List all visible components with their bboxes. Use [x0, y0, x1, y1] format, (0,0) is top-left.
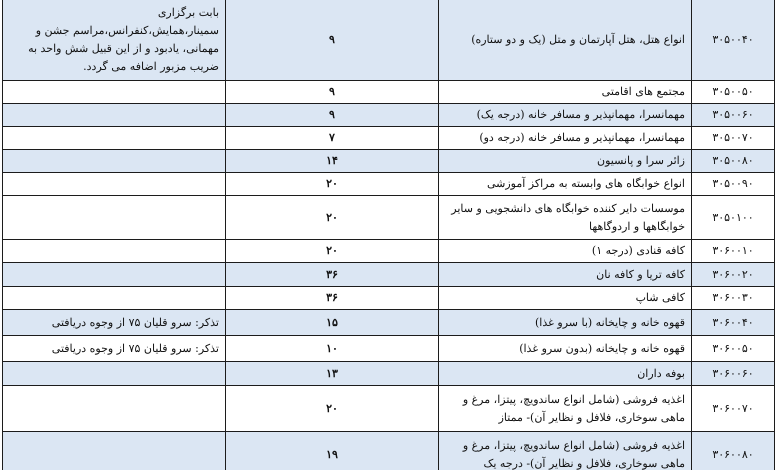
table-row	[3, 196, 775, 240]
note-cell	[3, 104, 226, 127]
activity-code-cell: ۳۰۶۰۰۳۰	[692, 287, 775, 310]
activity-code-cell: ۳۰۶۰۰۸۰	[692, 432, 775, 470]
rate-cell: ۱۴	[226, 150, 439, 173]
note-cell	[3, 150, 226, 173]
table-row	[3, 240, 775, 263]
activity-code-cell: ۳۰۵۰۰۸۰	[692, 150, 775, 173]
activity-code-cell: ۳۰۶۰۰۷۰	[692, 386, 775, 432]
note-cell: تذکر: سرو قلیان ۷۵ از وجوه دریافتی	[3, 310, 226, 336]
activity-title-cell: کافه قنادی (درجه ۱)	[439, 240, 692, 263]
rate-cell: ۱۰	[226, 336, 439, 362]
rate-cell: ۹	[226, 81, 439, 104]
activity-code-cell: ۳۰۶۰۰۶۰	[692, 362, 775, 386]
table-row	[3, 432, 775, 470]
note-cell	[3, 196, 226, 240]
rate-cell: ۲۰	[226, 240, 439, 263]
activity-code-cell: ۳۰۶۰۰۲۰	[692, 263, 775, 287]
activity-title-cell: اغذیه فروشی (شامل انواع ساندویچ، پیتزا، مرغ و ماهی سوخاری، فلافل و نظایر آن)- درجه یک	[439, 432, 692, 470]
rate-cell: ۱۵	[226, 310, 439, 336]
activity-title-cell: قهوه خانه و چایخانه (بدون سرو غذا)	[439, 336, 692, 362]
activity-title-cell: مجتمع های اقامتی	[439, 81, 692, 104]
activity-title-cell: کافه تریا و کافه نان	[439, 263, 692, 287]
tariff-table-body	[3, 0, 775, 470]
rate-cell: ۱۹	[226, 432, 439, 470]
activity-title-cell: کافی شاپ	[439, 287, 692, 310]
activity-title-cell: قهوه خانه و چایخانه (با سرو غذا)	[439, 310, 692, 336]
activity-code-cell: ۳۰۶۰۰۴۰	[692, 310, 775, 336]
table-row	[3, 150, 775, 173]
table-row	[3, 0, 775, 81]
activity-code-cell: ۳۰۵۰۰۵۰	[692, 81, 775, 104]
rate-cell: ۹	[226, 0, 439, 81]
rate-cell: ۲۰	[226, 196, 439, 240]
rate-cell: ۲۰	[226, 173, 439, 196]
activity-title-cell: موسسات دایر کننده خوابگاه های دانشجویی و سایر خوابگاهها و اردوگاهها	[439, 196, 692, 240]
rate-cell: ۲۰	[226, 386, 439, 432]
activity-title-cell: انواع هتل، هتل آپارتمان و متل (یک و دو ستاره)	[439, 0, 692, 81]
rate-cell: ۳۶	[226, 287, 439, 310]
table-row	[3, 386, 775, 432]
activity-title-cell: مهمانسرا، مهمانپذیر و مسافر خانه (درجه دو)	[439, 127, 692, 150]
note-cell	[3, 81, 226, 104]
table-row	[3, 81, 775, 104]
note-cell	[3, 127, 226, 150]
table-row	[3, 173, 775, 196]
note-cell	[3, 432, 226, 470]
activity-code-cell: ۳۰۵۰۰۹۰	[692, 173, 775, 196]
note-cell	[3, 386, 226, 432]
table-row	[3, 310, 775, 336]
rate-cell: ۱۳	[226, 362, 439, 386]
activity-title-cell: زائر سرا و پانسیون	[439, 150, 692, 173]
note-cell	[3, 287, 226, 310]
rate-cell: ۷	[226, 127, 439, 150]
note-cell	[3, 173, 226, 196]
table-row	[3, 127, 775, 150]
activity-code-cell: ۳۰۵۰۰۶۰	[692, 104, 775, 127]
table-row	[3, 104, 775, 127]
activity-code-cell: ۳۰۵۰۰۷۰	[692, 127, 775, 150]
activity-code-cell: ۳۰۵۰۱۰۰	[692, 196, 775, 240]
rate-cell: ۳۶	[226, 263, 439, 287]
table-row	[3, 336, 775, 362]
activity-code-cell: ۳۰۶۰۰۱۰	[692, 240, 775, 263]
note-cell	[3, 240, 226, 263]
activity-code-cell: ۳۰۵۰۰۴۰	[692, 0, 775, 81]
activity-code-cell: ۳۰۶۰۰۵۰	[692, 336, 775, 362]
activity-title-cell: انواع خوابگاه های وابسته به مراکز آموزشی	[439, 173, 692, 196]
table-row	[3, 287, 775, 310]
activity-title-cell: مهمانسرا، مهمانپذیر و مسافر خانه (درجه یک)	[439, 104, 692, 127]
activity-title-cell: بوفه داران	[439, 362, 692, 386]
table-row	[3, 263, 775, 287]
note-cell: بابت برگزاری سمینار،همایش،کنفرانس،مراسم جشن و مهمانی، یادبود و از این قبیل شش واحد به ضریب مزبور اضافه می گردد.	[3, 0, 226, 81]
note-cell	[3, 263, 226, 287]
table-row	[3, 362, 775, 386]
note-cell: تذکر: سرو قلیان ۷۵ از وجوه دریافتی	[3, 336, 226, 362]
tariff-table	[2, 0, 775, 470]
note-cell	[3, 362, 226, 386]
activity-title-cell: اغذیه فروشی (شامل انواع ساندویچ، پیتزا، مرغ و ماهی سوخاری، فلافل و نظایر آن)- ممتاز	[439, 386, 692, 432]
rate-cell: ۹	[226, 104, 439, 127]
